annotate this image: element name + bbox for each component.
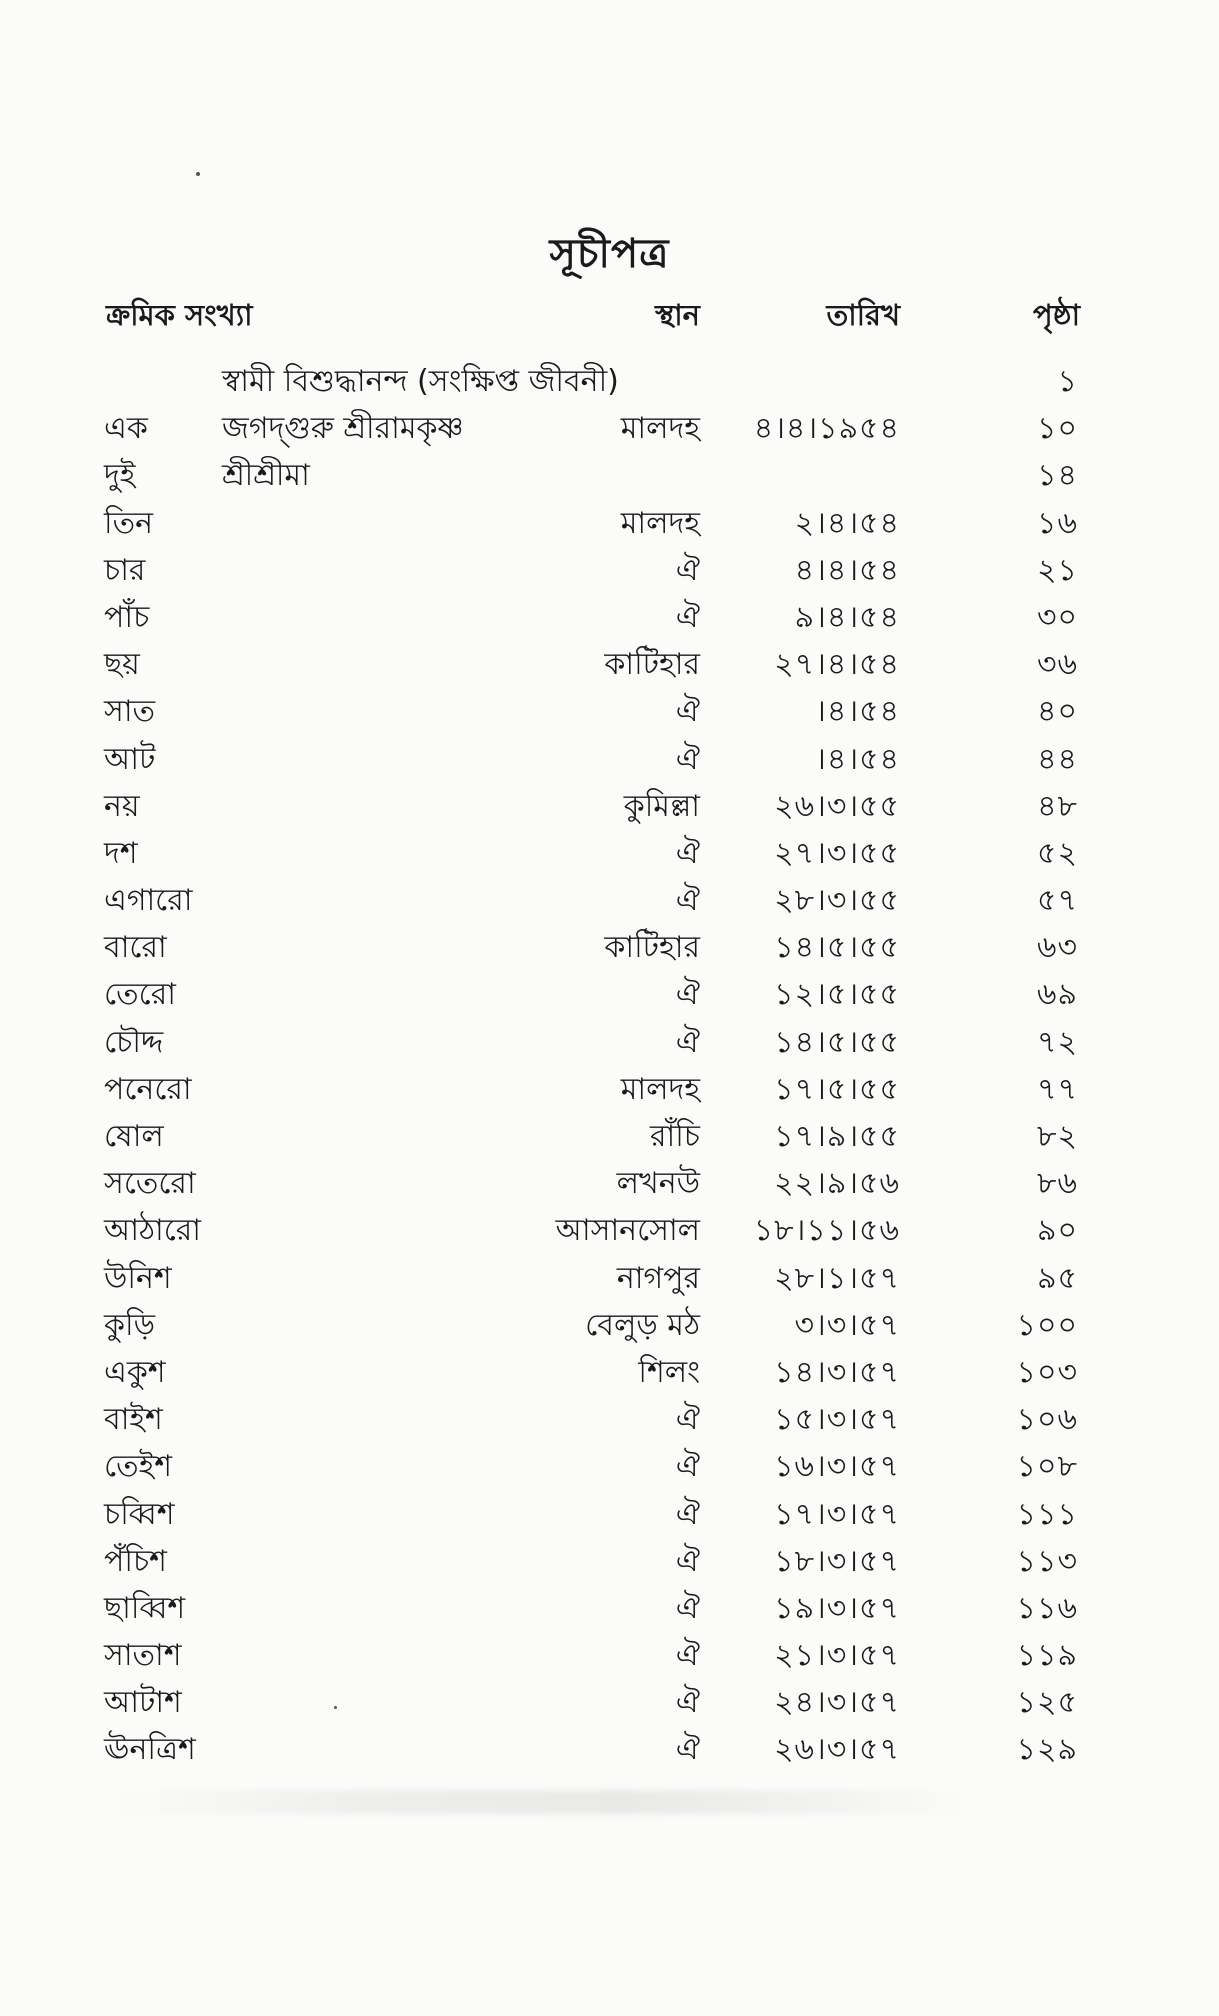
entry-place: ঐ (675, 1496, 700, 1532)
serial-number: দশ (104, 835, 138, 871)
entry-title: শ্রীশ্রীমা (222, 458, 310, 494)
print-smudge (110, 1790, 970, 1814)
serial-number: পনেরো (104, 1071, 192, 1107)
entry-date: ১৮।৩।৫৭ (774, 1543, 900, 1579)
entry-page-number: ১০ (1037, 411, 1078, 447)
entry-place: ঐ (675, 1449, 700, 1485)
toc-entry-row (0, 1585, 1219, 1632)
entry-place: মালদহ (620, 1071, 700, 1107)
entry-page-number: ৭২ (1036, 1024, 1078, 1060)
toc-entry-row (0, 1396, 1219, 1443)
entry-page-number: ১২৯ (1016, 1732, 1078, 1768)
entry-date: ১৪।৩।৫৭ (774, 1354, 900, 1390)
entry-place: ঐ (675, 1024, 700, 1060)
toc-entry-row (0, 688, 1219, 735)
entry-page-number: ১ (1057, 364, 1078, 399)
page-column-header: পৃষ্ঠা (1033, 298, 1080, 332)
serial-number: তিন (104, 505, 153, 541)
entry-place: ঐ (675, 552, 700, 588)
toc-entry-row (0, 1066, 1219, 1113)
entry-date: ।৪।৫৪ (815, 694, 900, 730)
toc-entry-row (0, 641, 1219, 688)
entry-page-number: ৭৭ (1036, 1071, 1078, 1107)
place-column-header: স্থান (655, 298, 700, 332)
serial-number: বারো (104, 930, 167, 966)
entry-place: শিলং (638, 1354, 700, 1390)
entry-page-number: ১১৬ (1016, 1590, 1078, 1626)
entry-page-number: ৪৮ (1037, 788, 1078, 824)
paper-speck (196, 172, 200, 176)
toc-entry-row (0, 1160, 1219, 1207)
entry-date: ২৭।৩।৫৫ (774, 835, 900, 871)
entry-page-number: ৯০ (1037, 1213, 1078, 1249)
entry-place: নাগপুর (616, 1260, 700, 1296)
entry-place: আসানসোল (555, 1213, 700, 1249)
entry-page-number: ১০৮ (1016, 1449, 1078, 1485)
entry-date: ১৮।১১।৫৬ (753, 1213, 900, 1249)
entry-place: কুমিল্লা (623, 788, 700, 824)
toc-entry-row (0, 1491, 1219, 1538)
toc-entry-row (0, 358, 1219, 405)
serial-number: আট (104, 741, 156, 777)
entry-place: ঐ (675, 599, 700, 635)
serial-number: কুড়ি (104, 1307, 155, 1343)
serial-number: তেইশ (104, 1449, 173, 1485)
entry-date: ২৮।১।৫৭ (774, 1260, 900, 1296)
entry-date: ১২।৫।৫৫ (774, 977, 900, 1013)
entry-page-number: ১৬ (1037, 505, 1078, 541)
toc-entry-row (0, 830, 1219, 877)
entry-place: লখনউ (616, 1166, 700, 1202)
toc-entry-row (0, 1302, 1219, 1349)
entry-page-number: ১০০ (1016, 1307, 1078, 1343)
entry-date: ১৪।৫।৫৫ (774, 930, 900, 966)
toc-entry-row (0, 1349, 1219, 1396)
toc-entry-row (0, 1207, 1219, 1254)
entry-place: ঐ (675, 883, 700, 919)
toc-entry-row (0, 1255, 1219, 1302)
toc-entry-row (0, 500, 1219, 547)
entry-date: ২৮।৩।৫৫ (774, 883, 900, 919)
entry-place: ঐ (675, 1638, 700, 1674)
serial-number: ছাব্বিশ (104, 1590, 186, 1626)
entry-date: ১৯।৩।৫৭ (774, 1590, 900, 1626)
entry-page-number: ৮৬ (1037, 1166, 1078, 1202)
entry-date: ১৫।৩।৫৭ (774, 1402, 900, 1438)
entry-place: মালদহ (620, 505, 700, 541)
serial-number: ঊনত্রিশ (104, 1732, 196, 1768)
toc-entry-row (0, 736, 1219, 783)
entry-page-number: ৫২ (1037, 835, 1078, 871)
entry-page-number: ১২৫ (1016, 1685, 1078, 1721)
entry-date: ২২।৯।৫৬ (774, 1166, 900, 1202)
toc-entry-row (0, 924, 1219, 971)
entry-place: ঐ (675, 1402, 700, 1438)
toc-entry-row (0, 1679, 1219, 1726)
entry-place: ঐ (675, 1543, 700, 1579)
entry-date: ১৭।৩।৫৭ (774, 1496, 900, 1532)
page-title: সূচীপত্র (549, 231, 670, 277)
entry-date: ২।৪।৫৪ (794, 505, 900, 541)
entry-date: ১৬।৩।৫৭ (774, 1449, 900, 1485)
serial-column-header: ক্রমিক সংখ্যা (106, 298, 253, 332)
entry-date: ২৬।৩।৫৭ (774, 1732, 900, 1768)
entry-page-number: ৩৬ (1036, 647, 1078, 683)
serial-number: এগারো (104, 883, 193, 919)
entry-date: ১৭।৯।৫৫ (774, 1119, 900, 1154)
serial-number: আটাশ (104, 1685, 182, 1721)
toc-entry-row (0, 1019, 1219, 1066)
serial-number: পাঁচ (104, 599, 150, 635)
entry-page-number: ৩০ (1036, 599, 1078, 635)
serial-number: চৌদ্দ (104, 1024, 164, 1060)
toc-entry-row (0, 1726, 1219, 1773)
entry-place: রাঁচি (650, 1119, 700, 1154)
serial-number: একুশ (104, 1354, 166, 1390)
serial-number: নয় (104, 788, 140, 824)
entry-date: ১৭।৫।৫৫ (774, 1071, 900, 1107)
toc-entry-row (0, 1113, 1219, 1160)
entry-page-number: ১১৩ (1016, 1543, 1078, 1579)
entry-place: ঐ (675, 694, 700, 730)
serial-number: দুই (104, 458, 136, 494)
entry-page-number: ৪৪ (1037, 741, 1078, 777)
entry-page-number: ৯৫ (1037, 1260, 1078, 1296)
serial-number: ছয় (104, 647, 140, 683)
entry-date: ।৪।৫৪ (815, 741, 900, 777)
entry-place: ঐ (675, 741, 700, 777)
entry-place: মালদহ (620, 411, 700, 447)
entry-page-number: ৮২ (1037, 1119, 1078, 1154)
table-of-contents (0, 358, 1219, 1774)
entry-date: ২৭।৪।৫৪ (774, 647, 900, 683)
serial-number: উনিশ (104, 1260, 172, 1296)
toc-entry-row (0, 1538, 1219, 1585)
toc-entry-row (0, 547, 1219, 594)
serial-number: চার (104, 552, 146, 588)
entry-page-number: ১১৯ (1016, 1638, 1078, 1674)
entry-place: ঐ (675, 977, 700, 1013)
entry-page-number: ৫৭ (1037, 883, 1078, 919)
entry-page-number: ১৪ (1037, 458, 1078, 494)
toc-entry-row (0, 405, 1219, 452)
entry-place: ঐ (675, 1732, 700, 1768)
entry-place: ঐ (675, 1590, 700, 1626)
entry-page-number: ৪০ (1037, 694, 1078, 730)
serial-number: সাতাশ (104, 1638, 182, 1674)
entry-date: ২৪।৩।৫৭ (774, 1685, 900, 1721)
serial-number: চব্বিশ (104, 1496, 175, 1532)
entry-page-number: ১১১ (1016, 1496, 1078, 1532)
entry-page-number: ১০৩ (1016, 1354, 1078, 1390)
serial-number: আঠারো (104, 1213, 201, 1249)
entry-date: ২৬।৩।৫৫ (774, 788, 900, 824)
toc-entry-row (0, 783, 1219, 830)
serial-number: তেরো (104, 977, 176, 1013)
toc-entry-row (0, 1632, 1219, 1679)
toc-entry-row (0, 971, 1219, 1018)
serial-number: পঁচিশ (104, 1543, 167, 1579)
column-header-row (0, 293, 1219, 337)
entry-place: কাটিহার (604, 647, 700, 683)
entry-page-number: ১০৬ (1016, 1402, 1078, 1438)
entry-page-number: ২১ (1037, 552, 1078, 588)
toc-entry-row (0, 594, 1219, 641)
serial-number: সাত (104, 694, 156, 730)
toc-entry-row (0, 877, 1219, 924)
entry-place: কাটিহার (604, 930, 700, 966)
entry-date: ১৪।৫।৫৫ (774, 1024, 900, 1060)
entry-title: জগদ্গুরু শ্রীরামকৃষ্ণ (222, 411, 464, 447)
entry-place: ঐ (675, 835, 700, 871)
entry-date: ৪।৪।১৯৫৪ (753, 411, 900, 447)
entry-date: ৯।৪।৫৪ (794, 599, 900, 635)
toc-entry-row (0, 452, 1219, 499)
serial-number: সতেরো (104, 1166, 196, 1202)
entry-date: ২১।৩।৫৭ (774, 1638, 900, 1674)
serial-number: এক (104, 411, 148, 447)
entry-place: ঐ (675, 1685, 700, 1721)
toc-entry-row (0, 1443, 1219, 1490)
entry-place: বেলুড় মঠ (585, 1307, 700, 1343)
date-column-header: তারিখ (826, 298, 900, 332)
entry-page-number: ৬৩ (1036, 930, 1078, 966)
entry-date: ৩।৩।৫৭ (794, 1307, 900, 1343)
serial-number: বাইশ (104, 1402, 163, 1438)
entry-date: ৪।৪।৫৪ (794, 552, 900, 588)
entry-title: স্বামী বিশুদ্ধানন্দ (সংক্ষিপ্ত জীবনী) (222, 364, 619, 399)
serial-number: ষোল (104, 1119, 164, 1154)
entry-page-number: ৬৯ (1037, 977, 1078, 1013)
